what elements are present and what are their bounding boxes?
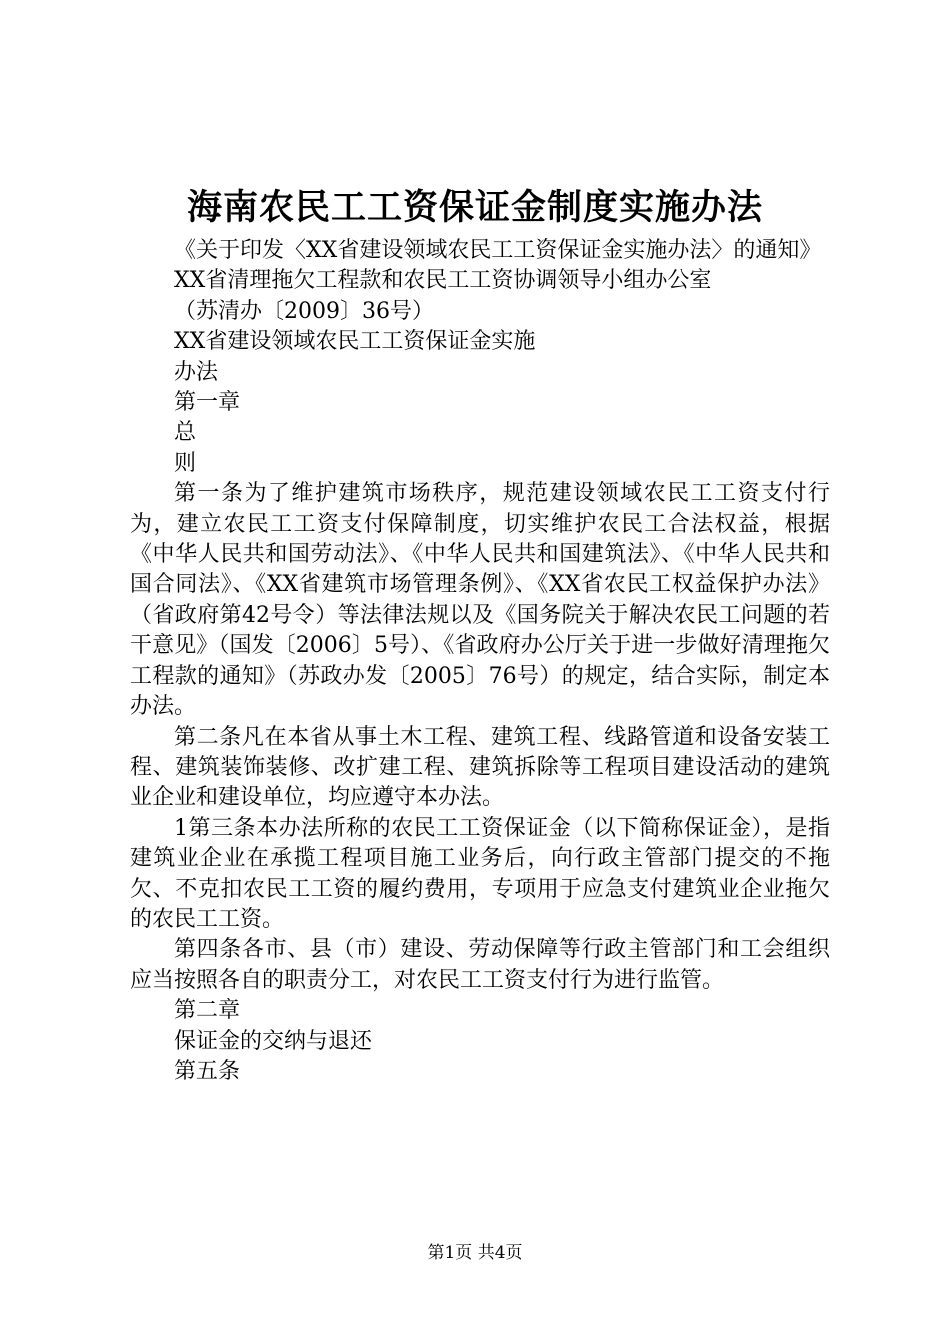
paragraph: 保证金的交纳与退还 (174, 1028, 373, 1054)
paragraph: 第四条各市、县（市）建设、劳动保障等行政主管部门和工会组织应当按照各自的职责分工，对农民工工资支付行为进行监管。 (130, 937, 830, 993)
paragraph: XX省建设领域农民工工资保证金实施 (174, 329, 536, 355)
paragraph: 第二章 (174, 998, 241, 1024)
paragraph: （苏清办〔2009〕36号） (174, 298, 434, 324)
page-footer: 第1页 共4页 (427, 1243, 523, 1263)
paragraph: 《关于印发〈XX省建设领域农民工工资保证金实施办法〉的通知》 (174, 238, 822, 263)
paragraph: 办法 (174, 359, 219, 385)
paragraph: 第一条为了维护建筑市场秩序，规范建设领域农民工工资支付行为，建立农民工工资支付保障制度，切实维护农民工合法权益，根据《中华人民共和国劳动法》、《中华人民共和国建筑法》、《中华人民共和国合同法》、《XX省建筑市场管理条例》、《XX省农民工权益保护办法》（省政府第42号令）等法律法规以及《国务院关于解决农民工问题的若干意见》（国发〔2006〕5号）、《省政府办公厅关于进一步做好清理拖欠工程款的通知》（苏政办发〔2005〕76号）的规定，结合实际，制定本办法。 (130, 481, 830, 720)
paragraph: XX省清理拖欠工程款和农民工工资协调领导小组办公室 (174, 268, 712, 294)
paragraph: 第五条 (174, 1058, 241, 1084)
paragraph: 1第三条本办法所称的农民工工资保证金（以下简称保证金），是指建筑业企业在承揽工程项目施工业务后，向行政主管部门提交的不拖欠、不克扣农民工工资的履约费用，专项用于应急支付建筑业企业拖欠的农民工工资。 (130, 815, 830, 932)
document-body (130, 236, 830, 1087)
document-title: 海南农民工工资保证金制度实施办法 (186, 187, 763, 228)
paragraph: 第一章 (174, 390, 241, 416)
paragraph: 第二条凡在本省从事土木工程、建筑工程、线路管道和设备安装工程、建筑装饰装修、改扩建工程、建筑拆除等工程项目建设活动的建筑业企业和建设单位，均应遵守本办法。 (130, 724, 830, 811)
paragraph: 则 (174, 450, 197, 476)
paragraph: 总 (174, 420, 197, 446)
